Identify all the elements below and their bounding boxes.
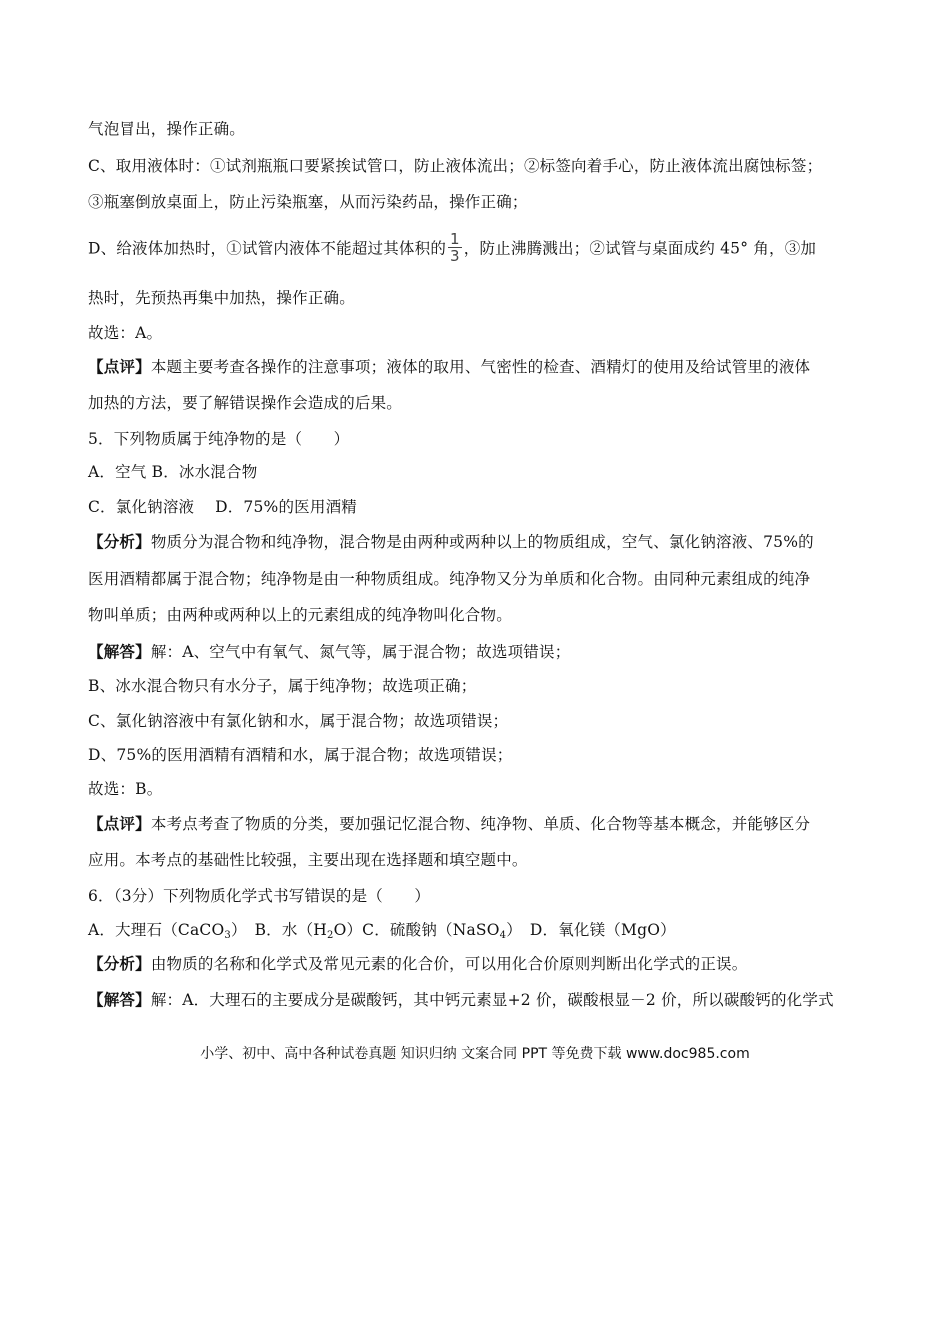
question-title [88, 886, 430, 906]
text: O）C．硫酸钠（NaSO [333, 921, 500, 939]
text-line [88, 323, 162, 343]
answer-options [88, 462, 257, 482]
text: D、给液体加热时，①试管内液体不能超过其体积的 [88, 239, 447, 258]
page-footer: 小学、初中、高中各种试卷真题 知识归纳 文案合同 PPT 等免费下载 www.doc985.com [200, 1046, 750, 1062]
fraction-denominator: 3 [450, 247, 460, 265]
subscript: 2 [327, 930, 334, 941]
text: 医用酒精都属于混合物；纯净物是由一种物质组成。纯净物又分为单质和化合物。由同种元素组成的纯净 [88, 570, 811, 588]
text: 热时，先预热再集中加热，操作正确。 [88, 289, 355, 307]
fraction-one-third [448, 231, 462, 264]
subscript: 3 [224, 930, 231, 941]
section-tag: 【解答】 [88, 990, 151, 1009]
answer-options [88, 920, 676, 946]
section-tag: 【点评】 [88, 814, 151, 833]
section-tag: 【分析】 [88, 532, 151, 551]
question-title [88, 429, 349, 449]
text: ） D．氧化镁（MgO） [506, 921, 676, 939]
text: C．氯化钠溶液 D．75%的医用酒精 [88, 498, 357, 516]
text: 解：A、空气中有氧气、氮气等，属于混合物；故选项错误； [150, 643, 571, 661]
text: 物质分为混合物和纯净物，混合物是由两种或两种以上的物质组成，空气、氯化钠溶液、75%的 [150, 533, 814, 551]
section-tag: 【解答】 [88, 642, 151, 661]
text-line [88, 711, 508, 731]
text: 由物质的名称和化学式及常见元素的化合价，可以用化合价原则判断出化学式的正误。 [150, 955, 748, 973]
text: 物叫单质；由两种或两种以上的元素组成的纯净物叫化合物。 [88, 606, 512, 624]
text-line [88, 954, 747, 974]
text-line [88, 779, 162, 799]
fraction-numerator: 1 [450, 230, 460, 248]
text-line [88, 850, 528, 870]
text-line [88, 569, 810, 589]
text: 解：A．大理石的主要成分是碳酸钙，其中钙元素显+2 价，碳酸根显－2 价，所以碳酸钙的化学式 [150, 991, 834, 1009]
section-tag: 【点评】 [88, 357, 151, 376]
text: 加热的方法，要了解错误操作会造成的后果。 [88, 394, 403, 412]
text: ，防止沸腾溅出；②试管与桌面成约 45° 角，③加 [463, 239, 817, 258]
text: 故选：A。 [88, 324, 163, 342]
text: 本题主要考查各操作的注意事项；液体的取用、气密性的检查、酒精灯的使用及给试管里的液体 [150, 358, 811, 376]
text-line [88, 532, 814, 552]
text: ③瓶塞倒放桌面上，防止污染瓶塞，从而污染药品，操作正确； [88, 193, 528, 211]
text-line [88, 990, 834, 1010]
text: 应用。本考点的基础性比较强，主要出现在选择题和填空题中。 [88, 851, 528, 869]
text: B、冰水混合物只有水分子，属于纯净物；故选项正确； [88, 677, 477, 695]
text-line [88, 288, 355, 308]
answer-options [88, 497, 357, 517]
section-tag: 【分析】 [88, 954, 151, 973]
text-line [88, 814, 810, 834]
text-line [88, 119, 245, 139]
text: ） B．水（H [230, 921, 327, 939]
text-line [88, 642, 570, 662]
text-line [88, 676, 476, 696]
text: 故选：B。 [88, 780, 163, 798]
text: 本考点考查了物质的分类，要加强记忆混合物、纯净物、单质、化合物等基本概念，并能够区分 [150, 815, 811, 833]
text-line [88, 156, 822, 176]
text: D、75%的医用酒精有酒精和水，属于混合物；故选项错误； [88, 746, 513, 764]
text-line [88, 393, 402, 413]
text: C、氯化钠溶液中有氯化钠和水，属于混合物；故选项错误； [88, 712, 509, 730]
text: 6．（3分）下列物质化学式书写错误的是（ ） [88, 887, 431, 905]
text-line [88, 357, 810, 377]
text-line [88, 745, 512, 765]
subscript: 4 [499, 930, 507, 941]
text: A．大理石（CaCO [88, 921, 225, 939]
text: C、取用液体时：①试剂瓶瓶口要紧挨试管口，防止液体流出；②标签向着手心，防止液体流出腐蚀标签； [88, 157, 823, 175]
text: 5．下列物质属于纯净物的是（ ） [88, 430, 350, 448]
text-line [88, 230, 817, 266]
text-line [88, 192, 528, 212]
text: A．空气 B．冰水混合物 [88, 463, 258, 481]
text-line [88, 605, 512, 625]
text: 气泡冒出，操作正确。 [88, 120, 246, 138]
